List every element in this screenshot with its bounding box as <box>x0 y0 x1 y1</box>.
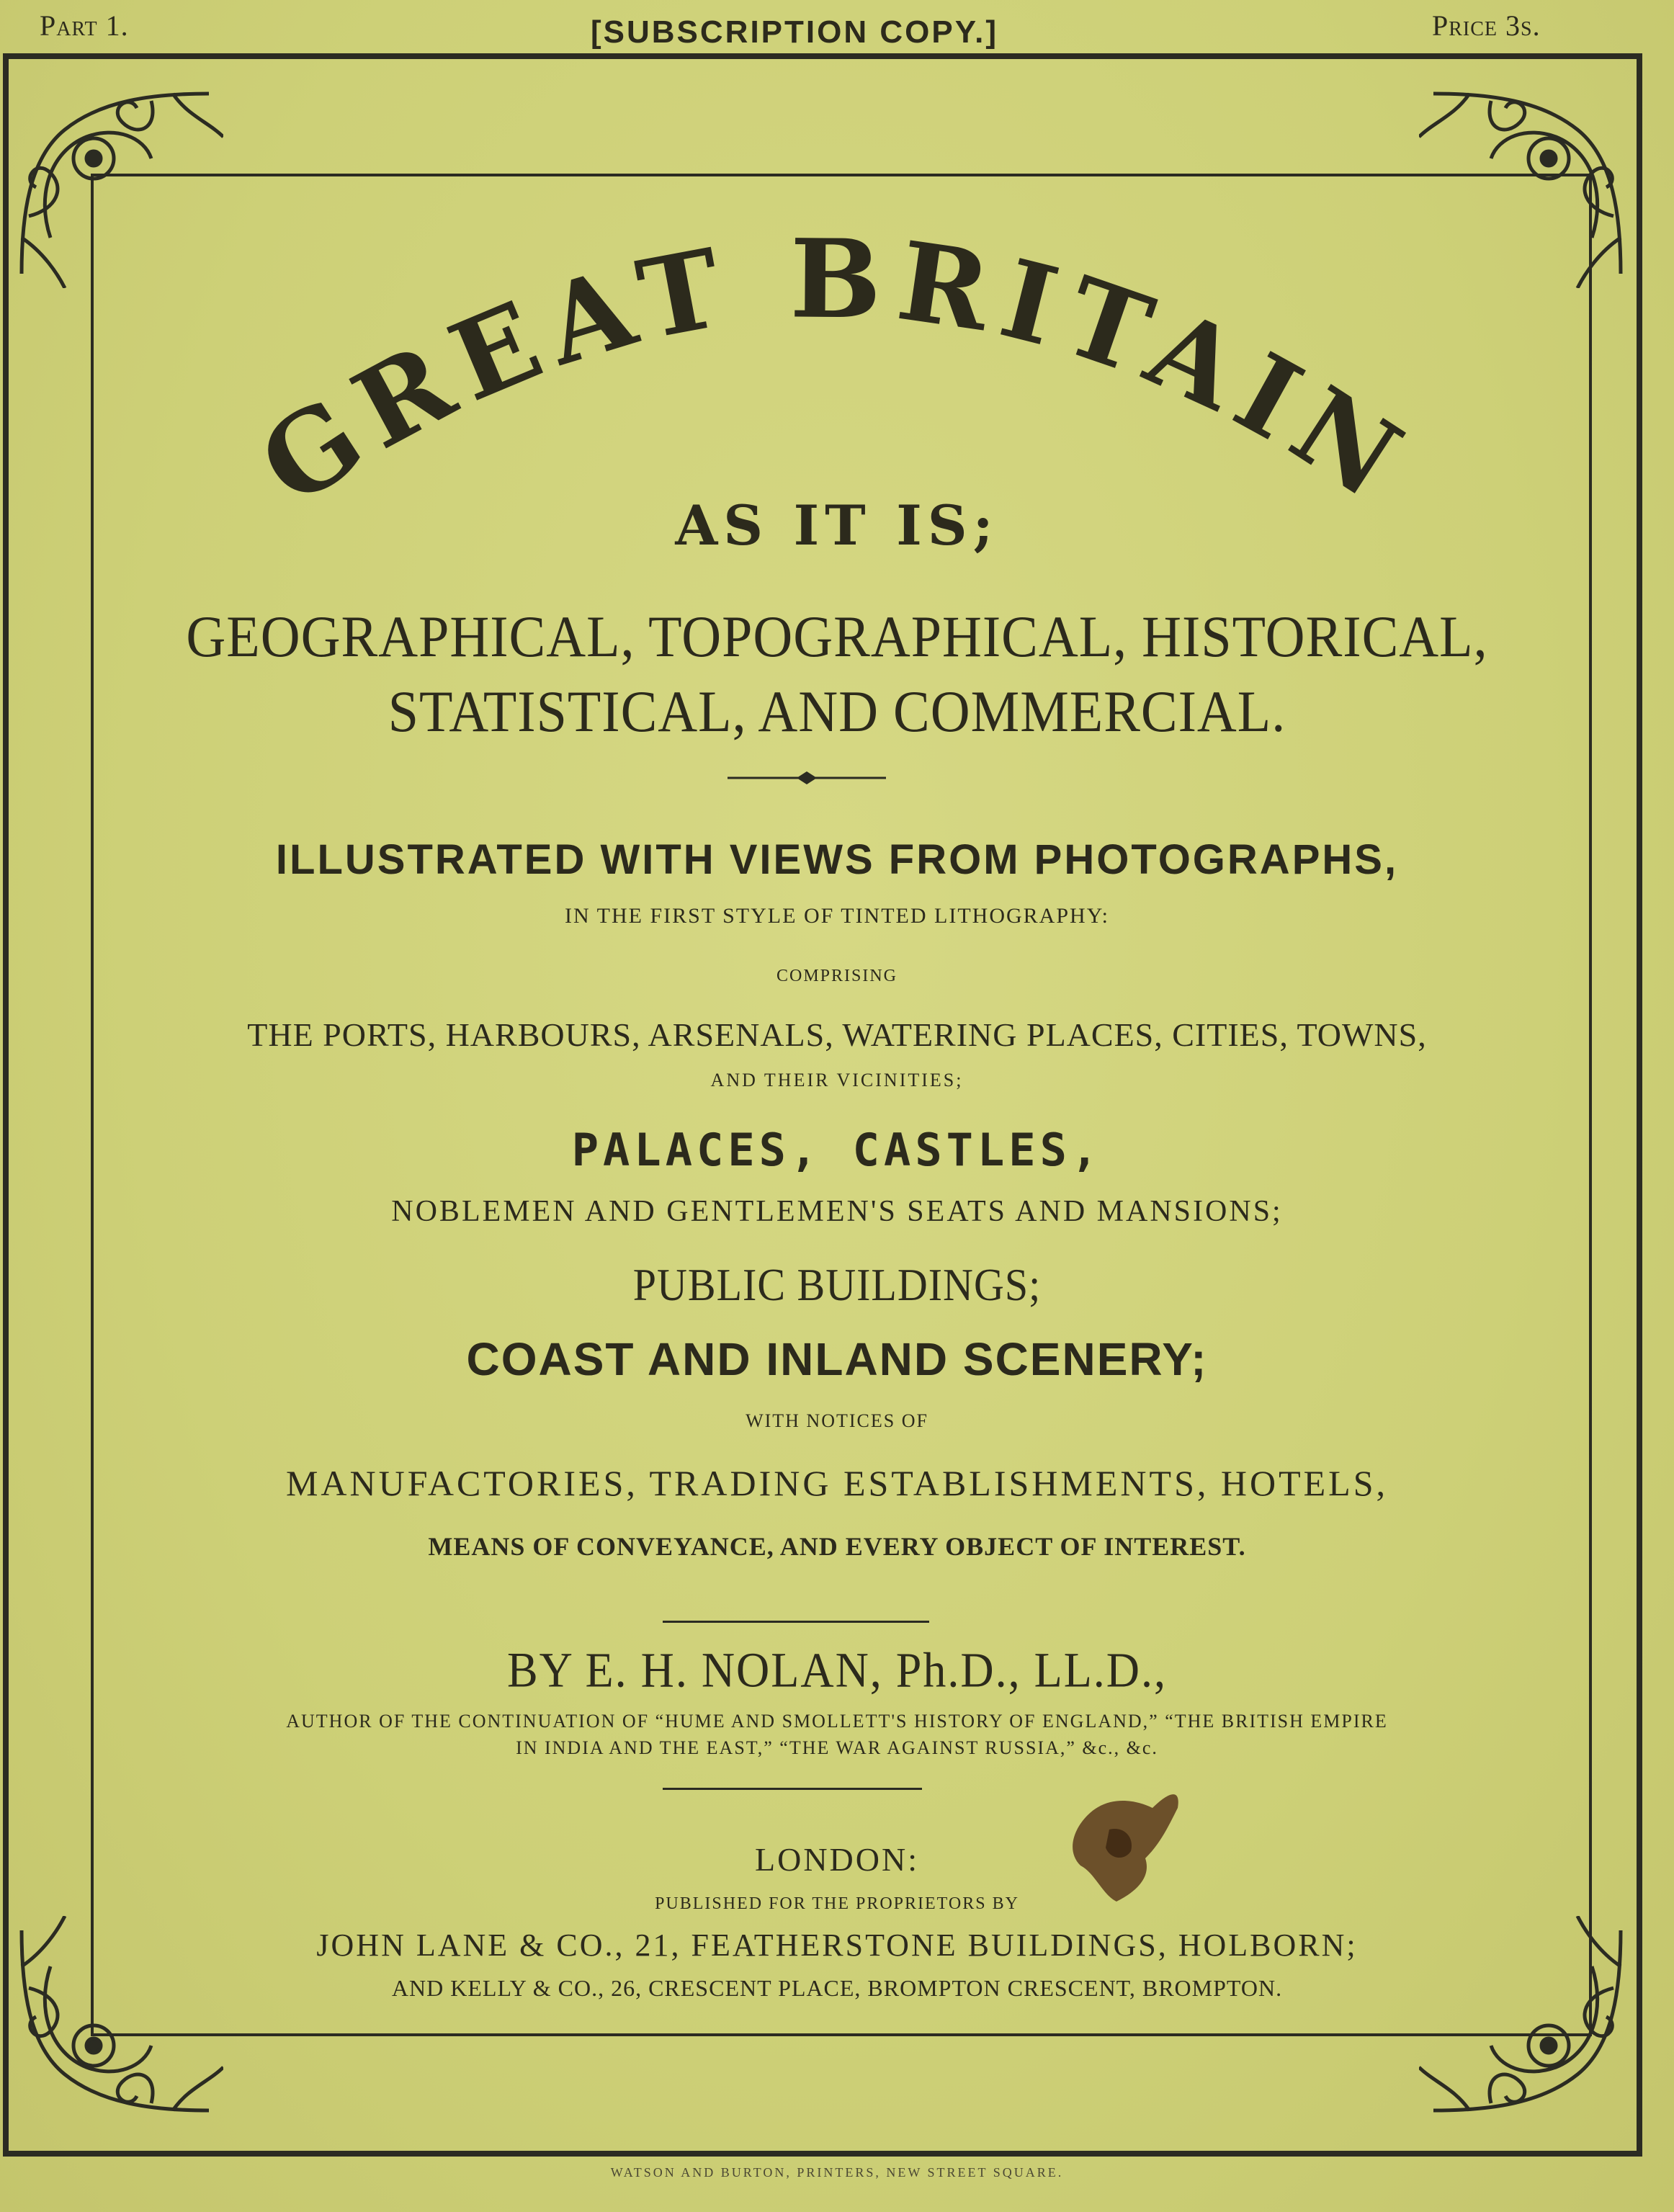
means-line: MEANS OF CONVEYANCE, AND EVERY OBJECT OF INTEREST. <box>428 1532 1246 1561</box>
manufactories-line: MANUFACTORIES, TRADING ESTABLISHMENTS, HOTELS, <box>285 1463 1389 1503</box>
subtitle-as-it-is: AS IT IS; <box>675 493 999 558</box>
title-arched-text: GREAT BRITAIN <box>238 215 1433 530</box>
author-rule-top <box>663 1621 929 1623</box>
author-works-line1: AUTHOR OF THE CONTINUATION OF “HUME AND SMOLLETT'S HISTORY OF ENGLAND,” “THE BRITISH EMPIRE <box>286 1711 1388 1732</box>
description-line1: GEOGRAPHICAL, TOPOGRAPHICAL, HISTORICAL, <box>186 604 1488 670</box>
coast-heading: COAST AND INLAND SCENERY; <box>466 1333 1208 1385</box>
price-label: Price 3s. <box>1432 9 1541 42</box>
ports-line: THE PORTS, HARBOURS, ARSENALS, WATERING PLACES, CITIES, TOWNS, <box>247 1016 1427 1053</box>
subscription-label: [SUBSCRIPTION COPY.] <box>591 14 999 50</box>
palaces-heading: PALACES, CASTLES, <box>571 1124 1103 1176</box>
vicinities-line: AND THEIR VICINITIES; <box>710 1070 964 1091</box>
publisher-city: LONDON: <box>755 1841 919 1878</box>
description <box>0 599 1674 748</box>
public-buildings-heading: PUBLIC BUILDINGS; <box>632 1258 1042 1311</box>
description-line2: STATISTICAL, AND COMMERCIAL. <box>388 679 1286 745</box>
noblemen-line: NOBLEMEN AND GENTLEMEN'S SEATS AND MANSIONS; <box>391 1195 1283 1228</box>
part-label: Part 1. <box>40 9 129 42</box>
publisher-line2: AND KELLY & CO., 26, CRESCENT PLACE, BROMPTON CRESCENT, BROMPTON. <box>391 1975 1283 2001</box>
publisher-line1: JOHN LANE & CO., 21, FEATHERSTONE BUILDINGS, HOLBORN; <box>316 1927 1358 1963</box>
with-notices-line: WITH NOTICES OF <box>746 1410 928 1431</box>
svg-text:GREAT BRITAIN <box>238 215 1433 529</box>
comprising-line: COMPRISING <box>776 967 898 985</box>
published-for-line: PUBLISHED FOR THE PROPRIETORS BY <box>655 1894 1019 1913</box>
first-style-line: IN THE FIRST STYLE OF TINTED LITHOGRAPHY: <box>565 904 1109 928</box>
author-works-line2: IN INDIA AND THE EAST,” “THE WAR AGAINST RUSSIA,” &c., &c. <box>516 1737 1158 1758</box>
illustrated-heading: ILLUSTRATED WITH VIEWS FROM PHOTOGRAPHS, <box>275 836 1399 883</box>
author-byline: BY E. H. NOLAN, Ph.D., LL.D., <box>506 1642 1168 1698</box>
printer-imprint: WATSON AND BURTON, PRINTERS, NEW STREET SQUARE. <box>610 2165 1064 2180</box>
diamond-rule <box>728 767 886 789</box>
author-rule-bottom <box>663 1788 922 1790</box>
